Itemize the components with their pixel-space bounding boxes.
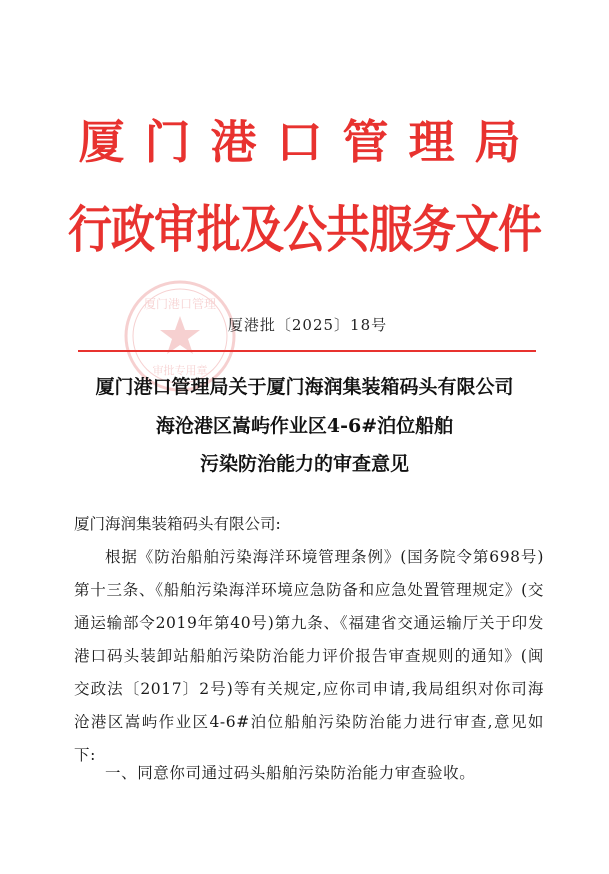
header-doc-type: 行政审批及公共服务文件 [68, 201, 541, 260]
doc-title-line-2: 海沧港区嵩屿作业区4-6#泊位船舶 [155, 415, 454, 437]
svg-text:厦门港口管理: 厦门港口管理 [143, 297, 217, 311]
document-number: 厦港批〔2025〕18号 [227, 316, 388, 334]
opinion-item-1: 一、同意你司通过码头船舶污染防治能力审查验收。 [105, 764, 476, 782]
header-divider [78, 350, 536, 352]
header-org: 厦门港口管理局 [78, 115, 541, 169]
svg-text:审批专用章: 审批专用章 [152, 364, 208, 377]
doc-title-line-3: 污染防治能力的审查意见 [199, 453, 409, 475]
salutation: 厦门海润集装箱码头有限公司: [74, 515, 281, 533]
doc-title-line-1: 厦门港口管理局关于厦门海润集装箱码头有限公司 [95, 376, 514, 398]
body-paragraph: 根据《防治船舶污染海洋环境管理条例》(国务院令第698号)第十三条、《船舶污染海洋环境应急防备和应急处置管理规定》(交通运输部令2019年第40号)第九条、《福建省交通运输厅关于印发港口码头装卸站船舶污染防治能力评价报告审查规则的通知》(闽交政法〔2017〕2号)等有关规定,应你司申请,我局组织对你司海沧港区嵩屿作业区4-6#泊位船舶污染防治能力进行审查,意见如下: [74, 548, 544, 764]
